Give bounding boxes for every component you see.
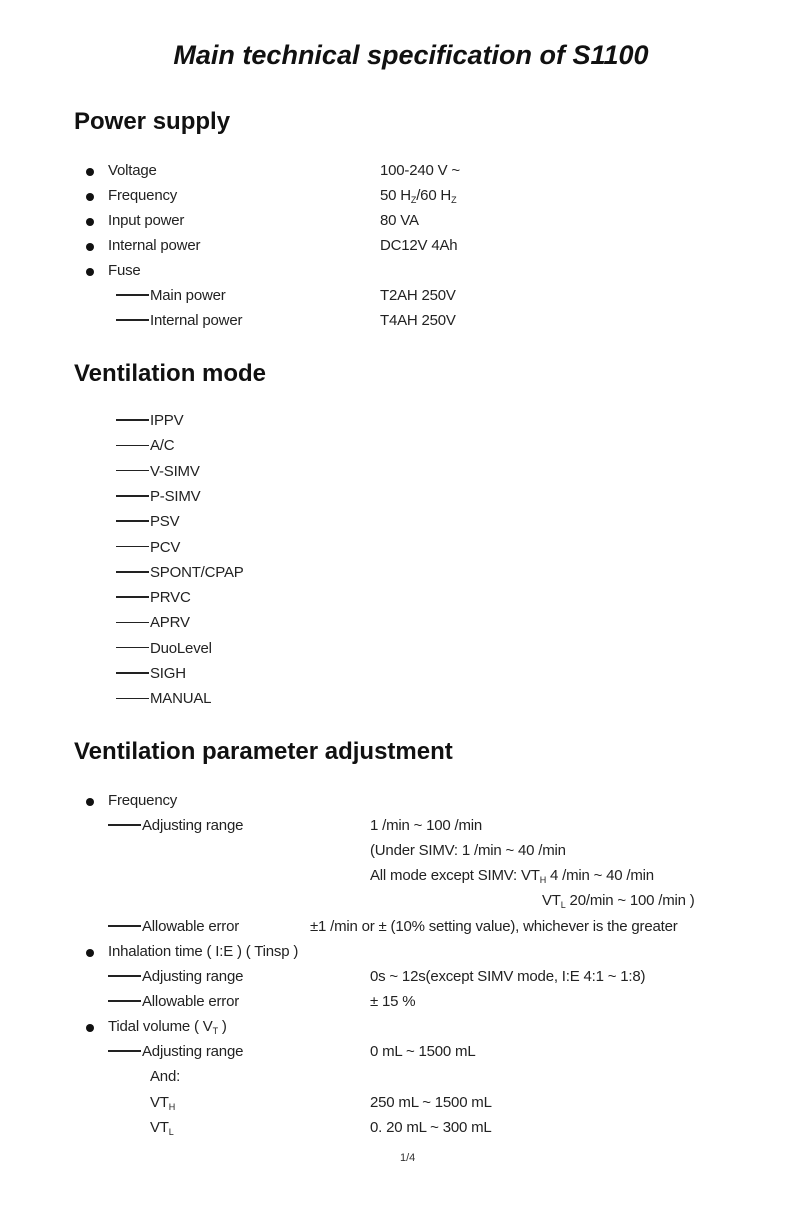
spec-value-voltage: 100-240 V ~ [380,162,460,179]
param-value-vtl: 0. 20 mL ~ 300 mL [370,1119,492,1136]
dash-icon [116,546,149,548]
ventilation-mode-item [116,614,190,631]
fuse-main-label: Main power [150,287,226,304]
frequency-subscript: Z [451,195,457,205]
bullet-icon [86,798,94,806]
ventilation-mode-label: PRVC [150,589,191,607]
spec-label-voltage: Voltage [108,162,157,179]
document-title: Main technical specification of S1100 [173,40,649,70]
param-label-inhalation-time: Inhalation time ( I:E ) ( Tinsp ) [108,943,299,960]
spec-label-fuse-internal-power [116,312,242,329]
bullet-icon [86,243,94,251]
param-label-vth [150,1094,175,1112]
spec-value-input-power: 80 VA [380,212,419,229]
ventilation-mode-item [116,513,179,530]
dash-icon [116,596,149,598]
spec-label-frequency: Frequency [108,187,178,204]
ventilation-mode-label: SPONT/CPAP [150,563,244,581]
ventilation-mode-label: IPPV [150,412,184,429]
ventilation-mode-item [116,564,244,581]
dash-icon [116,495,149,497]
spec-label-fuse: Fuse [108,262,141,279]
ventilation-mode-item [116,463,200,480]
section-heading-ventilation-mode: Ventilation mode [74,360,267,387]
spec-label-internal-power: Internal power [108,237,201,254]
ventilation-mode-label: DuoLevel [150,639,212,657]
bullet-icon [86,949,94,957]
ventilation-mode-label: V-SIMV [150,462,200,480]
range-text: VT [542,892,561,909]
spec-value-internal-power: DC12V 4Ah [380,237,458,254]
spec-label-fuse-main-power [116,287,226,304]
dash-icon [108,824,141,826]
param-value-frequency-range-2: (Under SIMV: 1 /min ~ 40 /min [370,842,566,859]
spec-value-frequency [380,187,456,205]
dash-icon [116,319,149,321]
spec-value-fuse-main-power: T2AH 250V [380,287,456,304]
bullet-icon [86,168,94,176]
ventilation-mode-label: MANUAL [150,690,212,708]
ventilation-mode-item [116,412,183,429]
dash-icon [108,975,141,977]
param-value-tidal-range: 0 mL ~ 1500 mL [370,1043,476,1060]
dash-icon [116,622,149,624]
param-label-and: And: [150,1068,181,1085]
vtl-subscript: L [168,1127,174,1137]
dash-icon [116,647,149,649]
ventilation-mode-item [116,437,174,454]
ventilation-mode-label: APRV [150,614,190,632]
ventilation-mode-label: SIGH [150,665,186,682]
param-value-frequency-range-3 [370,867,654,885]
tidal-label-text: Tidal volume ( V [108,1018,213,1035]
dash-icon [116,672,149,674]
page-number: 1/4 [400,1152,416,1164]
section-heading-power-supply: Power supply [74,108,231,135]
adjusting-range-label: Adjusting range [142,817,244,834]
param-label-tidal-volume [108,1018,227,1036]
ventilation-mode-item [116,488,200,505]
dash-icon [116,698,149,700]
param-value-inhalation-error: ± 15 % [370,993,416,1010]
adjusting-range-label: Adjusting range [142,1043,244,1060]
vtl-text: VT [150,1119,169,1136]
ventilation-mode-item [116,690,211,707]
adjusting-range-label: Adjusting range [142,968,244,985]
ventilation-mode-item [116,539,180,556]
param-sublabel-frequency-range [108,817,243,834]
param-value-frequency-range-1: 1 /min ~ 100 /min [370,817,483,834]
dash-icon [116,419,149,421]
ventilation-mode-item [116,640,212,657]
range-text: All mode except SIMV: VT [370,867,540,884]
param-sublabel-inhalation-error [108,993,239,1010]
allowable-error-label: Allowable error [142,918,240,935]
range-subscript: L [560,900,566,910]
spec-value-fuse-internal-power: T4AH 250V [380,312,456,329]
section-heading-parameter-adjustment: Ventilation parameter adjustment [74,738,453,765]
param-value-vth: 250 mL ~ 1500 mL [370,1094,492,1111]
bullet-icon [86,268,94,276]
dash-icon [116,470,149,472]
range-text: 20/min ~ 100 /min ) [565,892,695,909]
param-sublabel-frequency-error [108,918,239,935]
vth-text: VT [150,1094,169,1111]
dash-icon [108,1050,141,1052]
param-label-vtl [150,1119,174,1137]
allowable-error-label: Allowable error [142,993,240,1010]
param-value-inhalation-range: 0s ~ 12s(except SIMV mode, I:E 4:1 ~ 1:8) [370,968,646,985]
vth-subscript: H [168,1102,176,1112]
ventilation-mode-label: A/C [150,437,175,455]
frequency-value-part: /60 H [416,187,452,204]
tidal-label-subscript: T [212,1026,218,1036]
ventilation-mode-item [116,589,191,606]
dash-icon [116,294,149,296]
frequency-subscript: Z [410,195,417,205]
ventilation-mode-item [116,665,186,682]
fuse-internal-label: Internal power [150,312,243,329]
spec-label-input-power: Input power [108,212,185,229]
param-value-frequency-range-4 [542,892,695,910]
range-text: 4 /min ~ 40 /min [546,867,654,884]
dash-icon [116,520,149,522]
dash-icon [108,925,141,927]
dash-icon [116,571,149,573]
ventilation-mode-label: P-SIMV [150,487,201,505]
ventilation-mode-label: PCV [150,538,181,556]
range-subscript: H [539,875,547,885]
param-label-frequency: Frequency [108,792,178,809]
dash-icon [108,1000,141,1002]
bullet-icon [86,218,94,226]
dash-icon [116,445,149,447]
param-value-frequency-error: ±1 /min or ± (10% setting value), whichever is the greater [310,918,678,935]
param-sublabel-tidal-range [108,1043,243,1060]
param-sublabel-inhalation-range [108,968,243,985]
frequency-value-part: 50 H [380,187,411,204]
bullet-icon [86,1024,94,1032]
tidal-label-text: ) [217,1018,227,1035]
ventilation-mode-label: PSV [150,513,180,531]
bullet-icon [86,193,94,201]
